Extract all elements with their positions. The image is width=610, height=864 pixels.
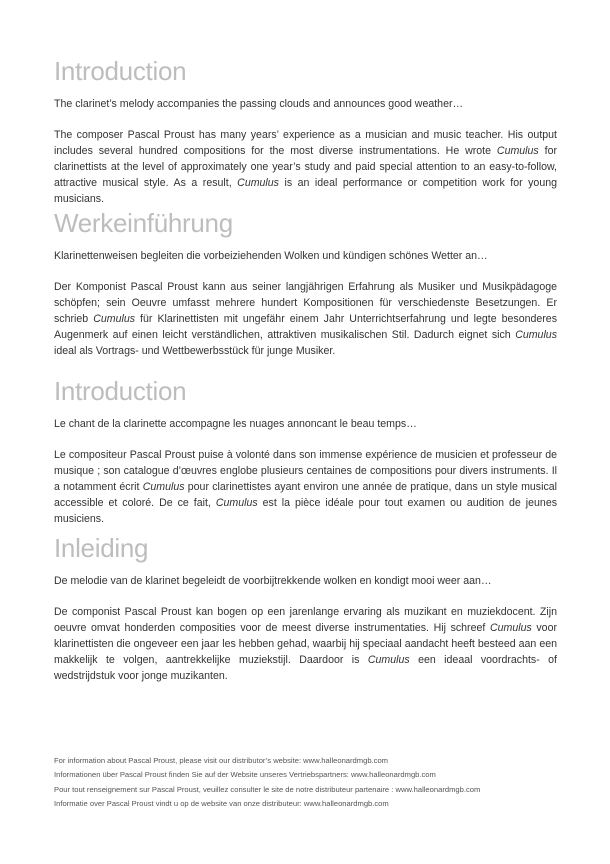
work-title: Cumulus — [515, 329, 557, 341]
section-french — [54, 376, 557, 527]
body-text-run: Der Komponist Pascal Proust kann aus seiner langjährigen Erfahrung als Musiker und Musikpädagoge schöpfen; sein Oeuvre umfasst mehrere hundert Kompositionen für verschiedenste Besetzungen. Er schrieb — [54, 281, 557, 325]
section-body — [54, 604, 557, 684]
section-body — [54, 279, 557, 359]
section-english — [54, 56, 557, 207]
footer-line-german: Informationen über Pascal Proust finden Sie auf der Website unseres Vertriebspartners: www.halleonardmgb.com — [54, 770, 436, 780]
work-title: Cumulus — [496, 145, 539, 157]
section-heading: Introduction — [54, 376, 187, 406]
footer-line-english: For information about Pascal Proust, please visit our distributor’s website: www.halleonardmgb.com — [54, 756, 388, 765]
work-title: Cumulus — [93, 313, 136, 325]
body-text-run: for clarinettists at the level of approximately one year’s study and paid special attention to an easy-to-follow, attractive musical style. As a result, — [54, 145, 557, 189]
body-text-run: est la pièce idéale pour tout examen ou audition de jeunes musiciens. — [54, 497, 558, 525]
section-body — [54, 127, 557, 207]
body-text-run: für Klarinettisten mit ungefähr einem Jahr Unterrichtserfahrung und legte besonderes Augenmerk auf einen leicht verständlichen, attraktiven musikalischen Stil. Dadurch eignet sich — [54, 313, 557, 341]
body-text-run: ideal als Vortrags- und Wettbewerbsstück für junge Musiker. — [54, 345, 336, 357]
section-tagline: Le chant de la clarinette accompagne les nuages annoncant le beau temps… — [54, 418, 417, 430]
body-text-run: een ideaal voordrachts- of wedstrijdstuk voor jonge muzikanten. — [54, 654, 557, 682]
body-text-run: Le compositeur Pascal Proust puise à volonté dans son immense expérience de musicien et professeur de musique ; son catalogue d’œuvres englobe plusieurs centaines de compositions pour divers instruments. Il a notamment écrit — [54, 449, 557, 493]
work-title: Cumulus — [367, 654, 410, 666]
body-text-run: voor klarinettisten die ongeveer een jaar les hebben gehad, waarbij hij speciaal aandacht heeft besteed aan een makkelijk te volgen, aantrekkelijke muziekstijl. Daardoor is — [54, 622, 557, 666]
section-tagline: De melodie van de klarinet begeleidt de voorbijtrekkende wolken en kondigt mooi weer aan… — [54, 575, 492, 587]
section-german — [54, 208, 557, 359]
footer-line-dutch: Informatie over Pascal Proust vindt u op de website van onze distributeur: www.halleonardmgb.com — [54, 799, 389, 809]
section-tagline: Klarinettenweisen begleiten die vorbeiziehenden Wolken und kündigen schönes Wetter an… — [54, 250, 488, 262]
section-heading: Werkeinführung — [54, 208, 233, 238]
section-heading: Inleiding — [54, 533, 149, 563]
section-body — [54, 447, 557, 527]
section-heading: Introduction — [54, 56, 187, 86]
body-text-run: The composer Pascal Proust has many years’ experience as a musician and music teacher. His output includes several hundred compositions for the most diverse instrumentations. He wrote — [54, 129, 557, 157]
work-title: Cumulus — [237, 177, 279, 189]
work-title: Cumulus — [215, 497, 258, 509]
body-text-run: is an ideal performance or competition work for young musicians. — [54, 177, 558, 205]
section-tagline: The clarinet’s melody accompanies the passing clouds and announces good weather… — [54, 98, 464, 110]
footer-line-french: Pour tout renseignement sur Pascal Proust, veuillez consulter le site de notre distributeur partenaire : www.halleonardmgb.com — [54, 784, 481, 794]
body-text-run: pour clarinettistes ayant environ une année de pratique, dans un style musical accessible et coloré. De ce fait, — [54, 481, 558, 509]
body-text-run: De componist Pascal Proust kan bogen op een jarenlange ervaring als muzikant en muziekdocent. Zijn oeuvre omvat honderden composities voor de meest diverse instrumentaties. Hij schreef — [54, 606, 557, 634]
section-dutch — [54, 533, 557, 684]
work-title: Cumulus — [142, 481, 185, 493]
distributor-footer — [54, 754, 557, 812]
work-title: Cumulus — [489, 622, 532, 634]
